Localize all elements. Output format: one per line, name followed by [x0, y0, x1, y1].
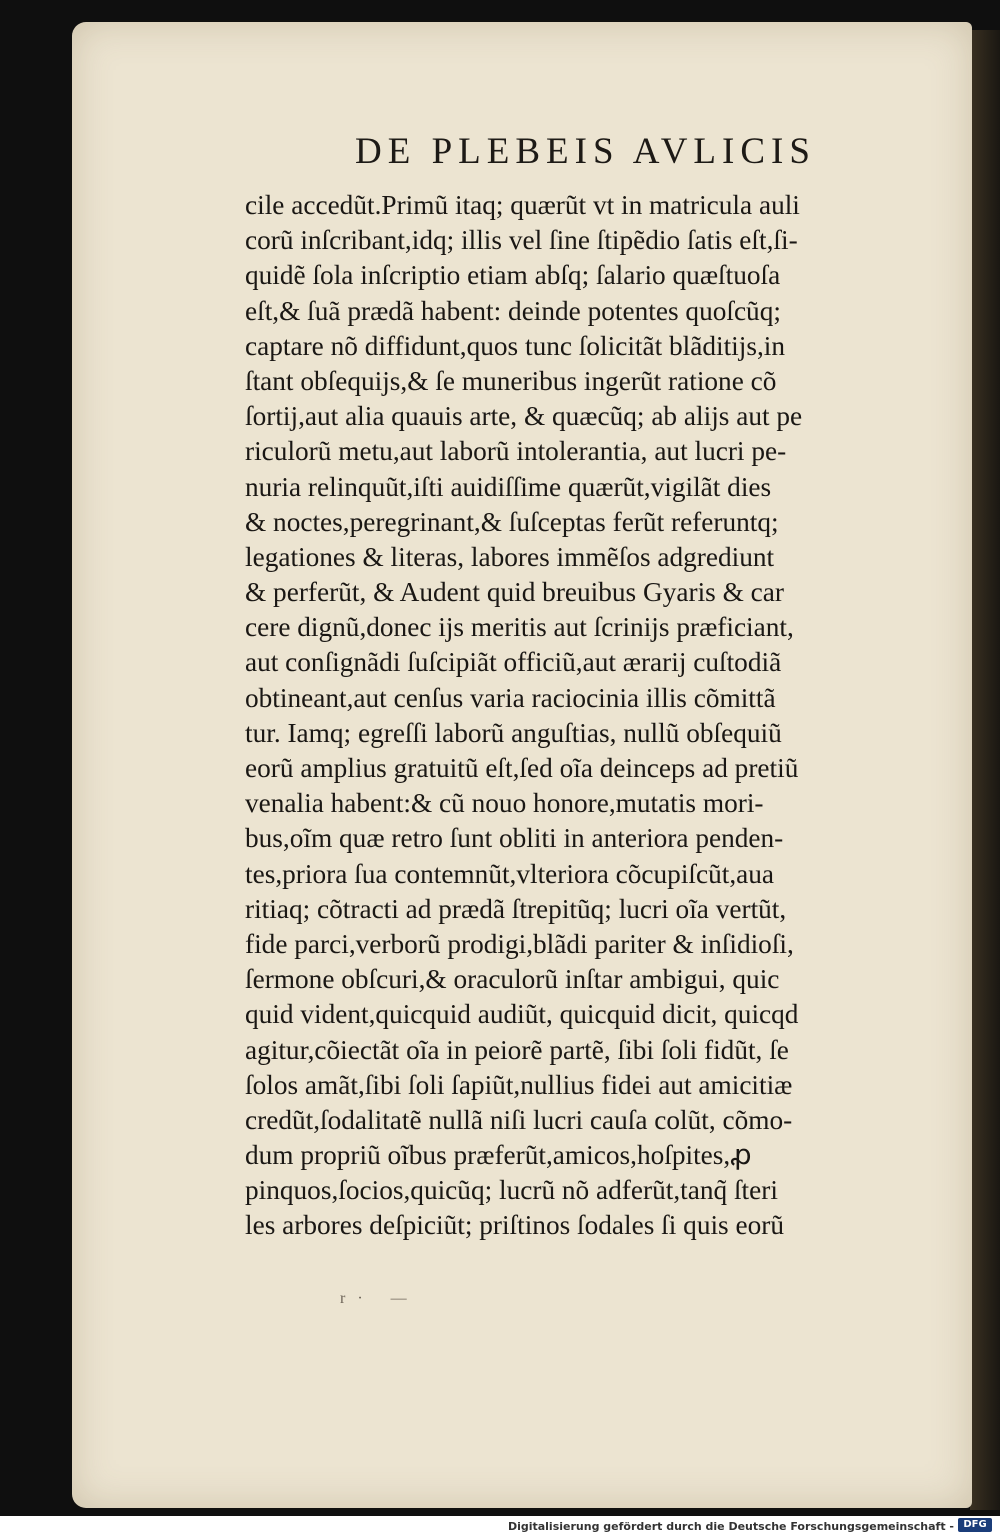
text-line: ſortij,aut alia quauis arte, & quæcũq; ab alijs aut pe — [245, 401, 803, 432]
text-block — [245, 188, 945, 1244]
text-line: obtineant,aut cenſus varia raciocinia illis cõmittã — [245, 682, 776, 713]
text-line: ſermone obſcuri,& oraculorũ inſtar ambigui, quic — [245, 964, 780, 995]
text-line: ritiaq; cõtracti ad prædã ſtrepitũq; lucri oĩa vertũt, — [245, 893, 787, 924]
text-line: eſt,& ſuã prædã habent: deinde potentes quoſcũq; — [245, 295, 781, 326]
text-line: quid vident,quicquid audiũt, quicquid dicit, quicqd — [245, 999, 799, 1030]
text-line: cere dignũ,donec ijs meritis aut ſcrinijs præficiant, — [245, 612, 794, 643]
text-line: agitur,cõiectãt oĩa in peiorẽ partẽ, ſibi ſoli fidũt, ſe — [245, 1034, 789, 1065]
text-line: ſolos amãt,ſibi ſoli ſapiũt,nullius fidei aut amicitiæ — [245, 1069, 793, 1100]
text-line: & noctes,peregrinant,& ſuſceptas ferũt referuntq; — [245, 506, 779, 537]
text-line: captare nõ diffidunt,quos tunc ſolicitãt blãditijs,in — [245, 330, 786, 361]
text-line: cile accedũt.Primũ itaq; quærũt vt in matricula auli — [245, 190, 800, 220]
text-line: tes,priora ſua contemnũt,vlteriora cõcupiſcũt,aua — [245, 858, 775, 889]
text-line: riculorũ metu,aut laborũ intolerantia, aut lucri pe- — [245, 436, 787, 467]
text-line: tur. Iamq; egreſſi laborũ anguſtias, nullũ obſequiũ — [245, 717, 782, 748]
text-line: venalia habent:& cũ nouo honore,mutatis mori- — [245, 788, 764, 819]
text-line: dum propriũ oĩbus præferũt,amicos,hoſpites,ꝓ — [245, 1140, 752, 1171]
text-line: legationes & literas, labores immẽſos adgrediunt — [245, 541, 775, 572]
page-edge — [970, 30, 1000, 1510]
text-line: bus,oĩm quæ retro ſunt obliti in anteriora penden- — [245, 823, 784, 854]
text-line: fide parci,verborũ prodigi,blãdi pariter & inſidioſi, — [245, 928, 794, 959]
text-line: & perferũt, & Audent quid breuibus Gyaris & car — [245, 577, 784, 608]
text-line: eorũ amplius gratuitũ eſt,ſed oĩa deinceps ad pretiũ — [245, 753, 799, 783]
digitization-credit: Digitalisierung gefördert durch die Deutsche Forschungsgemeinschaft - — [507, 1520, 954, 1533]
text-line: corũ inſcribant,idq; illis vel ſine ſtipẽdio ſatis eſt,ſi- — [245, 225, 798, 256]
text-line: credũt,ſodalitatẽ nullã niſi lucri cauſa colũt, cõmo- — [245, 1104, 793, 1135]
text-line: aut conſignãdi ſuſcipiãt officiũ,aut ærarij cuſtodiã — [245, 647, 782, 678]
stray-marks: r· — — [340, 1290, 419, 1307]
text-line: pinquos,ſocios,quicũq; lucrũ nõ adferũt,tanq̃ ſteri — [245, 1175, 778, 1206]
running-head: DE PLEBEIS AVLICIS — [355, 131, 816, 172]
text-line: ſtant obſequijs,& ſe muneribus ingerũt ratione cõ — [245, 365, 777, 396]
text-line: les arbores deſpiciũt; priſtinos ſodales ſi quis eorũ — [245, 1210, 785, 1241]
text-line: nuria relinquũt,iſti auidiſſime quærũt,vigilãt dies — [245, 471, 772, 502]
text-line: quidẽ ſola inſcriptio etiam abſq; ſalario quæſtuoſa — [245, 260, 781, 291]
dfg-logo: DFG — [958, 1518, 992, 1532]
